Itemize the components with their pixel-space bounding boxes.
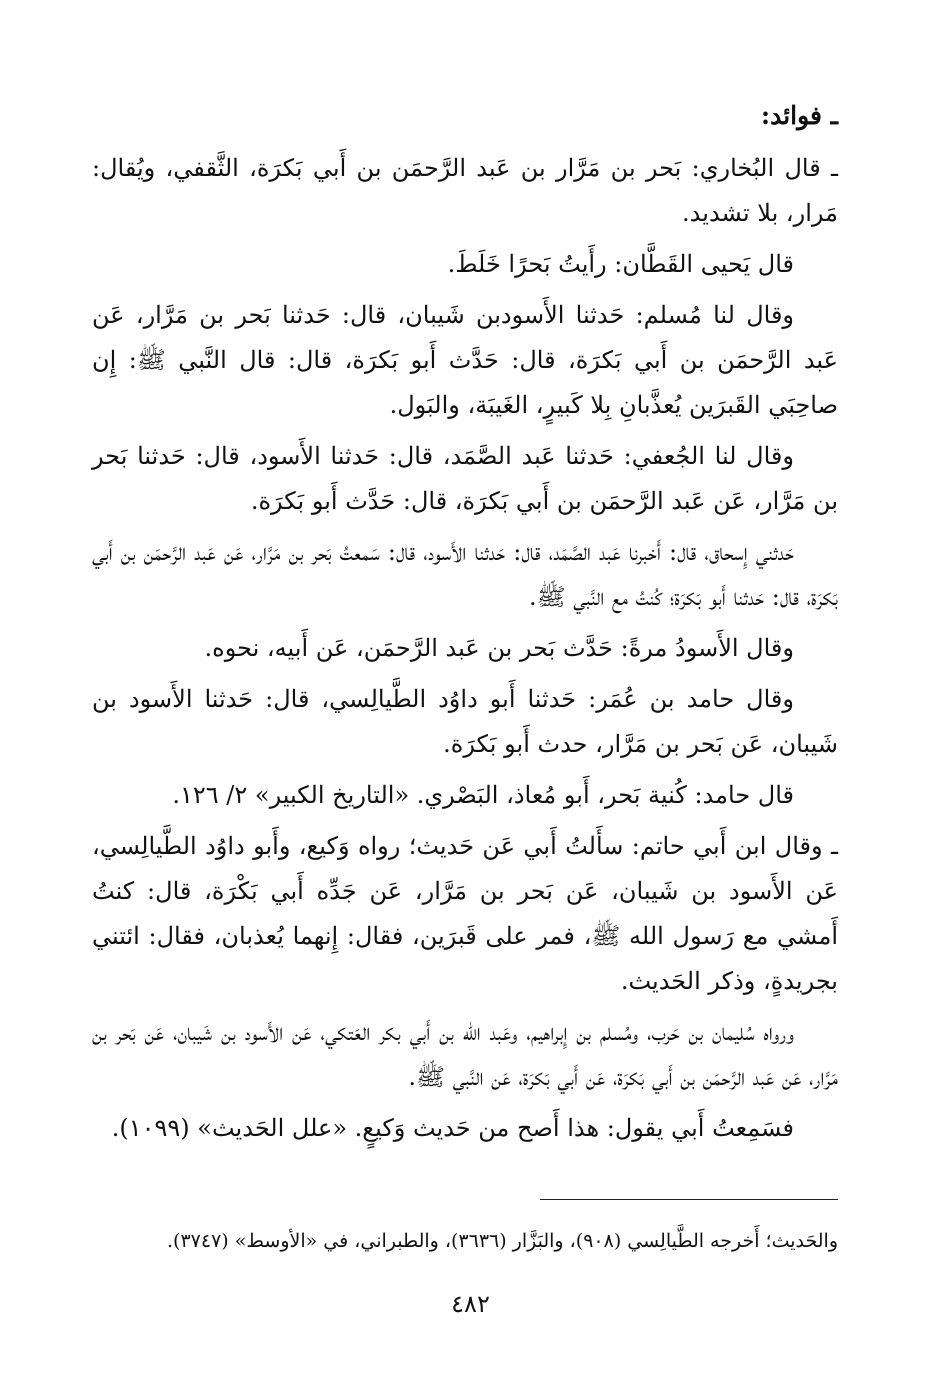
page-number: ٤٨٢: [451, 1290, 490, 1318]
footnote-divider: [540, 1199, 838, 1200]
paragraph-aswad: وقال الأَسودُ مرةً: حَدَّث بَحر بن عَبد الرَّحمَن، عَن أَبيه، نحوه.: [204, 634, 794, 662]
section-heading: ـ فوائد:: [760, 101, 838, 130]
paragraph-muslim: وقال لنا مُسلم: حَدثنا الأَسودبن شَيبان، قال: حَدثنا بَحر بن مَرَّار، عَن عَبد الرَّحمَن بن أَبي بَكرَة، قال: حَدَّث أَبو بَكرَة، قال: قال النَّبي ﷺ: إِن صاحِبَي القَبرَين يُعذَّبانِ بِلا كَبيرٍ، الغَيبَة، والبَول.: [92, 301, 838, 419]
paragraph-qattan: قال يَحيى القَطَّان: رأَيتُ بَحرًا خَلَطَ.: [447, 250, 794, 278]
paragraph-ibn-abi-hatim: ـ وقال ابن أَبي حاتم: سأَلتُ أَبي عَن حَديث؛ رواه وَكيع، وأَبو داوُد الطَّيالِسي، عَن الأَسود بن شَيبان، عَن بَحر بن مَرَّار، عَن جَدِّه أَبي بَكْرَة، قال: كنتُ أَمشي مع رَسول الله ﷺ، فمر على قَبرَين، فقال: إِنهما يُعذبان، فقال: ائتني بجريدةٍ، وذكر الحَديث.: [92, 832, 838, 995]
paragraph-hamid: وقال حامد بن عُمَر: حَدثنا أَبو داوُد الطَّيالِسي، قال: حَدثنا الأَسود بن شَيبان، عَن بَحر بن مَرَّار، حدث أَبو بَكرَة.: [92, 685, 838, 758]
paragraph-bukhari: ـ قال البُخاري: بَحر بن مَرَّار بن عَبد الرَّحمَن بن أَبي بَكرَة، الثَّقفي، ويُقال: مَرار، بلا تشديد.: [92, 154, 838, 227]
paragraph-jufi: وقال لنا الجُعفي: حَدثنا عَبد الصَّمَد، قال: حَدثنا الأَسود، قال: حَدثنا بَحر بن مَرَّار، عَن عَبد الرَّحمَن بن أَبي بَكرَة، قال: حَدَّث أَبو بَكرَة.: [92, 442, 838, 515]
paragraph-riwaya: ورواه سُليمان بن حَرب، ومُسلم بن إِبراهيم، وعَبد الله بن أَبي بكر العَتكي، عَن الأَسود بن شَيبان، عَن بَحر بن مَرَّار، عَن عَبد الرَّحمَن بن أَبي بَكرَة، عَن أَبي بَكرَة، عَن النَّبي ﷺ.: [92, 1018, 838, 1091]
footnote: والحَديث؛ أَخرجه الطَّيالِسي (٩٠٨)، والبَزَّار (٣٦٣٦)، والطبراني، في «الأوسط» (٣٧٤٧).: [167, 1230, 838, 1252]
page-body: [92, 96, 838, 1157]
paragraph-ishaq: حَدثني إِسحاق، قال: أَخبرنا عَبد الصَّمَد، قال: حَدثنا الأَسود، قال: سَمعتُ بَحر بن مَرَّار، عَن عَبد الرَّحمَن بن أَبي بَكرَة، قال: حَدثنا أَبو بَكرَة؛ كُنتُ مع النَّبي ﷺ.: [92, 538, 838, 611]
paragraph-ilal: فسَمِعتُ أَبي يقول: هذا أَصح من حَديث وَكيعٍ. «علل الحَديث» (١٠٩٩).: [111, 1114, 794, 1142]
paragraph-kunya: قال حامد: كُنية بَحر، أَبو مُعاذ، البَصْري. «التاريخ الكبير» ٢/ ١٢٦.: [172, 781, 794, 809]
